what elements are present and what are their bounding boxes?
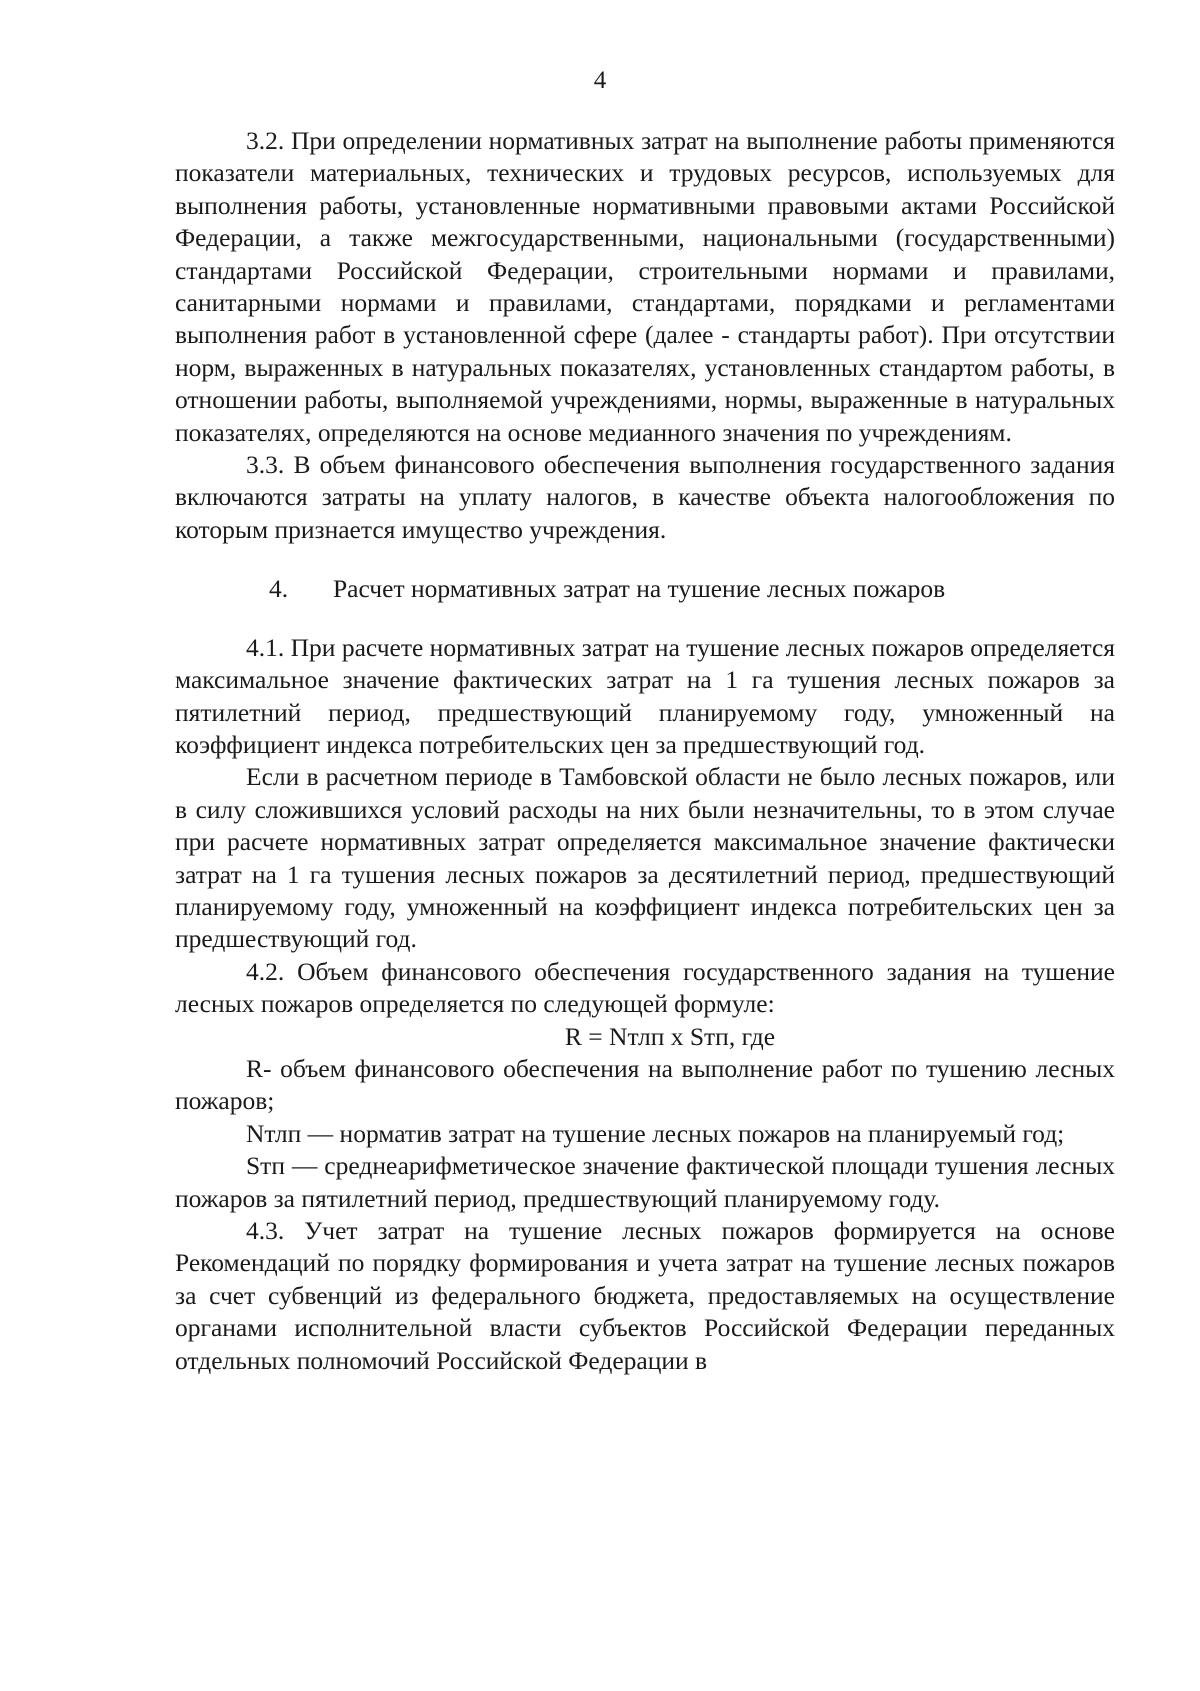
section-4-heading bbox=[175, 573, 1115, 605]
definition-r: R- объем финансового обеспечения на выполнение работ по тушению лесных пожаров; bbox=[175, 1053, 1115, 1116]
paragraph-3-3: 3.3. В объем финансового обеспечения выполнения государственного задания включаются затраты на уплату налогов, в качестве объекта налогообложения по которым признается имущество учреждения. bbox=[175, 450, 1115, 544]
paragraph-4-1: 4.1. При расчете нормативных затрат на тушение лесных пожаров определяется максимальное значение фактических затрат на 1 га тушения лесных пожаров за пятилетний период, предшествующий планируемому году, умноженный на коэффициент индекса потребительских цен за предшествующий год. bbox=[175, 632, 1115, 759]
page-number: 4 bbox=[593, 67, 607, 94]
definition-s: Sтп — среднеарифметическое значение фактической площади тушения лесных пожаров за пятилетний период, предшествующий планируемому году. bbox=[175, 1151, 1115, 1213]
document-body bbox=[175, 125, 1115, 1377]
paragraph-4-1-continued: Если в расчетном периоде в Тамбовской области не было лесных пожаров, или в силу сложившихся условий расходы на них были незначительны, то в этом случае при расчете нормативных затрат определяется максимальное значение фактически затрат на 1 га тушения лесных пожаров за десятилетний период, предшествующий планируемому году, умноженный на коэффициент индекса потребительских цен за предшествующий год. bbox=[175, 762, 1115, 954]
definition-n: Nтлп — норматив затрат на тушение лесных пожаров на планируемый год; bbox=[246, 1118, 1065, 1148]
paragraph-4-2: 4.2. Объем финансового обеспечения государственного задания на тушение лесных пожаров определяется по следующей формуле: bbox=[175, 956, 1115, 1019]
paragraph-3-2: 3.2. При определении нормативных затрат на выполнение работы применяются показатели материальных, технических и трудовых ресурсов, используемых для выполнения работы, установленные нормативными правовыми актами Российской Федерации, а также межгосударственными, национальными (государственными) стандартами Российской Федерации, строительными нормами и правилами, санитарными нормами и правилами, стандартами, порядками и регламентами выполнения работ в установленной сфере (далее - стандарты работ). При отсутствии норм, выраженных в натуральных показателях, установленных стандартом работы, в отношении работы, выполняемой учреждениями, нормы, выраженные в натуральных показателях, определяются на основе медианного значения по учреждениям. bbox=[175, 126, 1115, 447]
section-4-number: 4. bbox=[269, 574, 289, 604]
formula: R = Nтлп x Sтп, где bbox=[564, 1021, 776, 1051]
section-4-title: Расчет нормативных затрат на тушение лесных пожаров bbox=[333, 574, 946, 604]
paragraph-4-3: 4.3. Учет затрат на тушение лесных пожаров формируется на основе Рекомендаций по порядку формирования и учета затрат на тушение лесных пожаров за счет субвенций из федерального бюджета, предоставляемых на осуществление органами исполнительной власти субъектов Российской Федерации переданных отдельных полномочий Российской Федерации в bbox=[175, 1216, 1115, 1375]
